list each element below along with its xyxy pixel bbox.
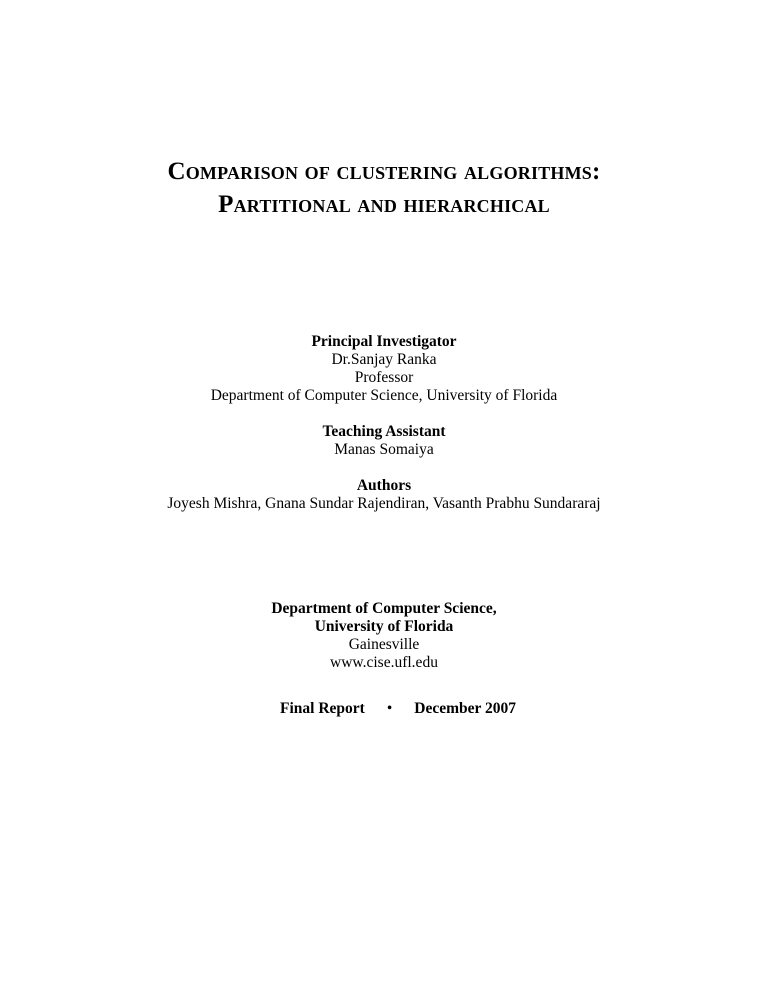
report-title (0, 155, 768, 221)
authors-names: Joyesh Mishra, Gnana Sundar Rajendiran, Vasanth Prabhu Sundararaj (167, 495, 601, 512)
title-line-1: Comparison of clustering algorithms: (167, 158, 601, 185)
principal-investigator-affiliation: Department of Computer Science, University of Florida (210, 387, 558, 404)
institution-university: University of Florida (314, 618, 454, 635)
principal-investigator-name: Dr.Sanjay Ranka (331, 351, 437, 368)
teaching-assistant-name: Manas Somaiya (334, 441, 434, 458)
institution-city: Gainesville (348, 636, 420, 653)
report-date: December 2007 (414, 700, 516, 717)
report-footer (0, 700, 768, 718)
principal-investigator-heading: Principal Investigator (311, 333, 457, 350)
principal-investigator-section (0, 333, 768, 405)
authors-section (0, 477, 768, 513)
teaching-assistant-heading: Teaching Assistant (322, 423, 446, 440)
institution-section (0, 600, 768, 672)
institution-department: Department of Computer Science, (271, 600, 497, 617)
authors-heading: Authors (356, 477, 412, 494)
principal-investigator-position: Professor (354, 369, 414, 386)
bullet-separator: • (386, 700, 393, 717)
title-line-2: Partitional and hierarchical (218, 191, 550, 218)
teaching-assistant-section (0, 423, 768, 459)
institution-website: www.cise.ufl.edu (330, 654, 438, 671)
report-type: Final Report (280, 700, 365, 717)
